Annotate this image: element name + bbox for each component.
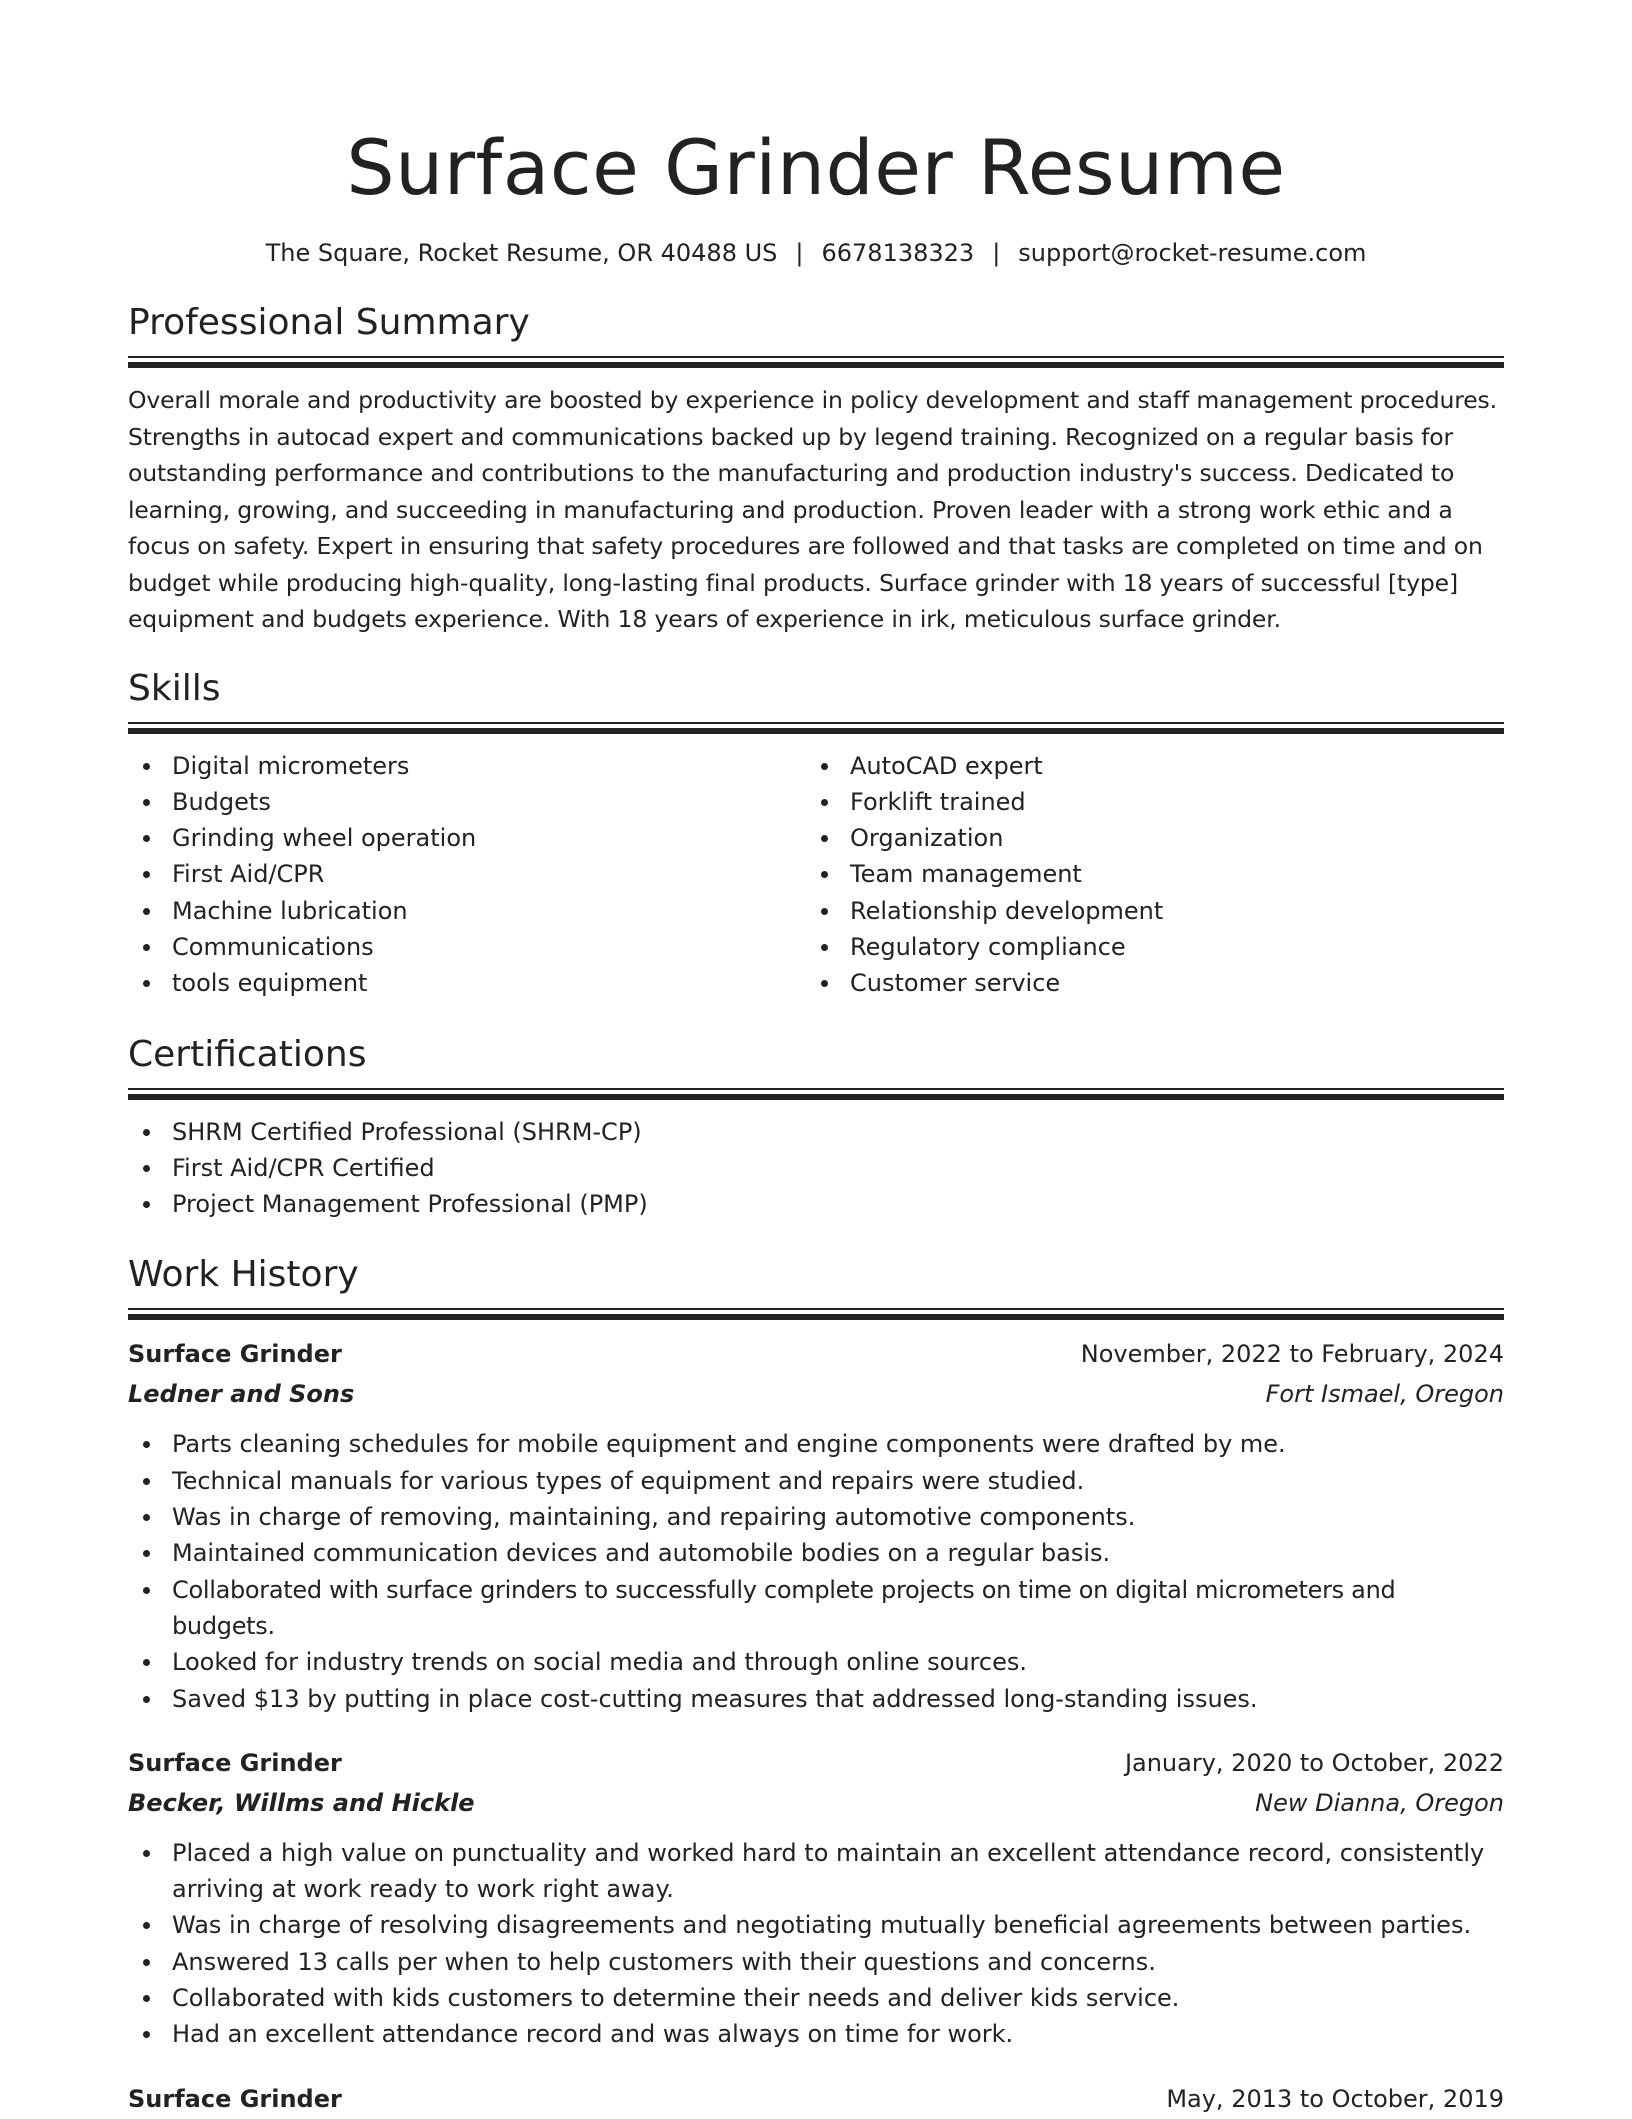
skills-list-right bbox=[806, 748, 1484, 1002]
page-title: Surface Grinder Resume bbox=[346, 123, 1286, 212]
certification-item: Project Management Professional (PMP) bbox=[128, 1186, 1504, 1222]
skills-list-left bbox=[128, 748, 806, 1002]
job-duty: Was in charge of resolving disagreements and negotiating mutually beneficial agreements between parties. bbox=[128, 1907, 1504, 1943]
job-duty: Had an excellent attendance record and was always on time for work. bbox=[128, 2016, 1504, 2052]
skill-item: Communications bbox=[128, 929, 806, 965]
contact-separator: | bbox=[795, 239, 804, 267]
job-entry bbox=[128, 1743, 1504, 2053]
job-duty: Collaborated with surface grinders to successfully complete projects on time on digital micrometers and budgets. bbox=[128, 1572, 1504, 1645]
section-divider bbox=[128, 1088, 1504, 1100]
job-company: Becker, Willms and Hickle bbox=[128, 1788, 475, 1817]
section-heading-certifications: Certifications bbox=[128, 1033, 367, 1075]
contact-separator: | bbox=[992, 239, 1001, 267]
job-header-row bbox=[128, 1743, 1504, 1783]
section-divider bbox=[128, 1308, 1504, 1320]
job-location: New Dianna, Oregon bbox=[1255, 1788, 1504, 1817]
job-duties-list bbox=[128, 1835, 1504, 2053]
job-duty: Technical manuals for various types of equipment and repairs were studied. bbox=[128, 1463, 1504, 1499]
skill-item: Relationship development bbox=[806, 893, 1484, 929]
job-duty: Placed a high value on punctuality and worked hard to maintain an excellent attendance record, consistently arriving at work ready to work right away. bbox=[128, 1835, 1504, 1908]
skill-item: Machine lubrication bbox=[128, 893, 806, 929]
certifications-list bbox=[128, 1114, 1504, 1223]
job-duties-list bbox=[128, 1426, 1504, 1716]
skill-item: Grinding wheel operation bbox=[128, 820, 806, 856]
contact-address: The Square, Rocket Resume, OR 40488 US bbox=[265, 239, 778, 267]
job-dates: January, 2020 to October, 2022 bbox=[1124, 1748, 1504, 1777]
work-history-section bbox=[128, 1252, 1504, 2118]
resume-page bbox=[128, 0, 1504, 2119]
certification-item: First Aid/CPR Certified bbox=[128, 1150, 1504, 1186]
skill-item: Budgets bbox=[128, 784, 806, 820]
skill-item: AutoCAD expert bbox=[806, 748, 1484, 784]
section-heading-work-history: Work History bbox=[128, 1254, 359, 1296]
skill-item: Regulatory compliance bbox=[806, 929, 1484, 965]
contact-email: support@rocket-resume.com bbox=[1018, 239, 1367, 267]
skill-item: Team management bbox=[806, 856, 1484, 892]
skill-item: Customer service bbox=[806, 965, 1484, 1001]
job-duty: Parts cleaning schedules for mobile equipment and engine components were drafted by me. bbox=[128, 1426, 1504, 1462]
skill-item: Organization bbox=[806, 820, 1484, 856]
section-heading-summary: Professional Summary bbox=[128, 302, 530, 343]
certifications-section bbox=[128, 1032, 1504, 1223]
job-header-row bbox=[128, 2079, 1504, 2119]
job-title: Surface Grinder bbox=[128, 1748, 342, 1777]
job-subheader-row bbox=[128, 1783, 1504, 1823]
job-duty: Collaborated with kids customers to determine their needs and deliver kids service. bbox=[128, 1980, 1504, 2016]
contact-phone: 6678138323 bbox=[821, 239, 975, 267]
job-duty: Maintained communication devices and automobile bodies on a regular basis. bbox=[128, 1535, 1504, 1571]
section-divider bbox=[128, 722, 1504, 734]
job-entry bbox=[128, 1334, 1504, 1716]
job-location: Fort Ismael, Oregon bbox=[1265, 1380, 1504, 1409]
job-duty: Saved $13 by putting in place cost-cutting measures that addressed long-standing issues. bbox=[128, 1681, 1504, 1717]
job-company: Ledner and Sons bbox=[128, 1380, 355, 1409]
job-duty: Answered 13 calls per when to help customers with their questions and concerns. bbox=[128, 1944, 1504, 1980]
section-heading-skills: Skills bbox=[128, 667, 221, 709]
skill-item: Forklift trained bbox=[806, 784, 1484, 820]
skill-item: tools equipment bbox=[128, 965, 806, 1001]
job-entry bbox=[128, 2079, 1504, 2119]
job-subheader-row bbox=[128, 1374, 1504, 1414]
contact-line bbox=[128, 236, 1504, 270]
job-duty: Looked for industry trends on social media and through online sources. bbox=[128, 1644, 1504, 1680]
skills-columns bbox=[128, 748, 1504, 1002]
job-dates: November, 2022 to February, 2024 bbox=[1080, 1340, 1504, 1369]
summary-text: Overall morale and productivity are boosted by experience in policy development and staff management procedures. Strengths in autocad expert and communications backed up by legend training. Recognized on a regular basis for outstanding performance and contributions to the manufacturing and production industry's success. Dedicated to learning, growing, and succeeding in manufacturing and production. Proven leader with a strong work ethic and a focus on safety. Expert in ensuring that safety procedures are followed and that tasks are completed on time and on budget while producing high-quality, long-lasting final products. Surface grinder with 18 years of successful [type] equipment and budgets experience. With 18 years of experience in irk, meticulous surface grinder. bbox=[128, 386, 1497, 633]
skills-section bbox=[128, 666, 1504, 1002]
job-dates: May, 2013 to October, 2019 bbox=[1166, 2084, 1504, 2113]
skill-item: First Aid/CPR bbox=[128, 856, 806, 892]
certification-item: SHRM Certified Professional (SHRM-CP) bbox=[128, 1114, 1504, 1150]
job-title: Surface Grinder bbox=[128, 1340, 342, 1369]
section-divider bbox=[128, 356, 1504, 368]
skill-item: Digital micrometers bbox=[128, 748, 806, 784]
job-header-row bbox=[128, 1334, 1504, 1374]
job-duty: Was in charge of removing, maintaining, and repairing automotive components. bbox=[128, 1499, 1504, 1535]
summary-section bbox=[128, 300, 1504, 638]
job-title: Surface Grinder bbox=[128, 2084, 342, 2113]
